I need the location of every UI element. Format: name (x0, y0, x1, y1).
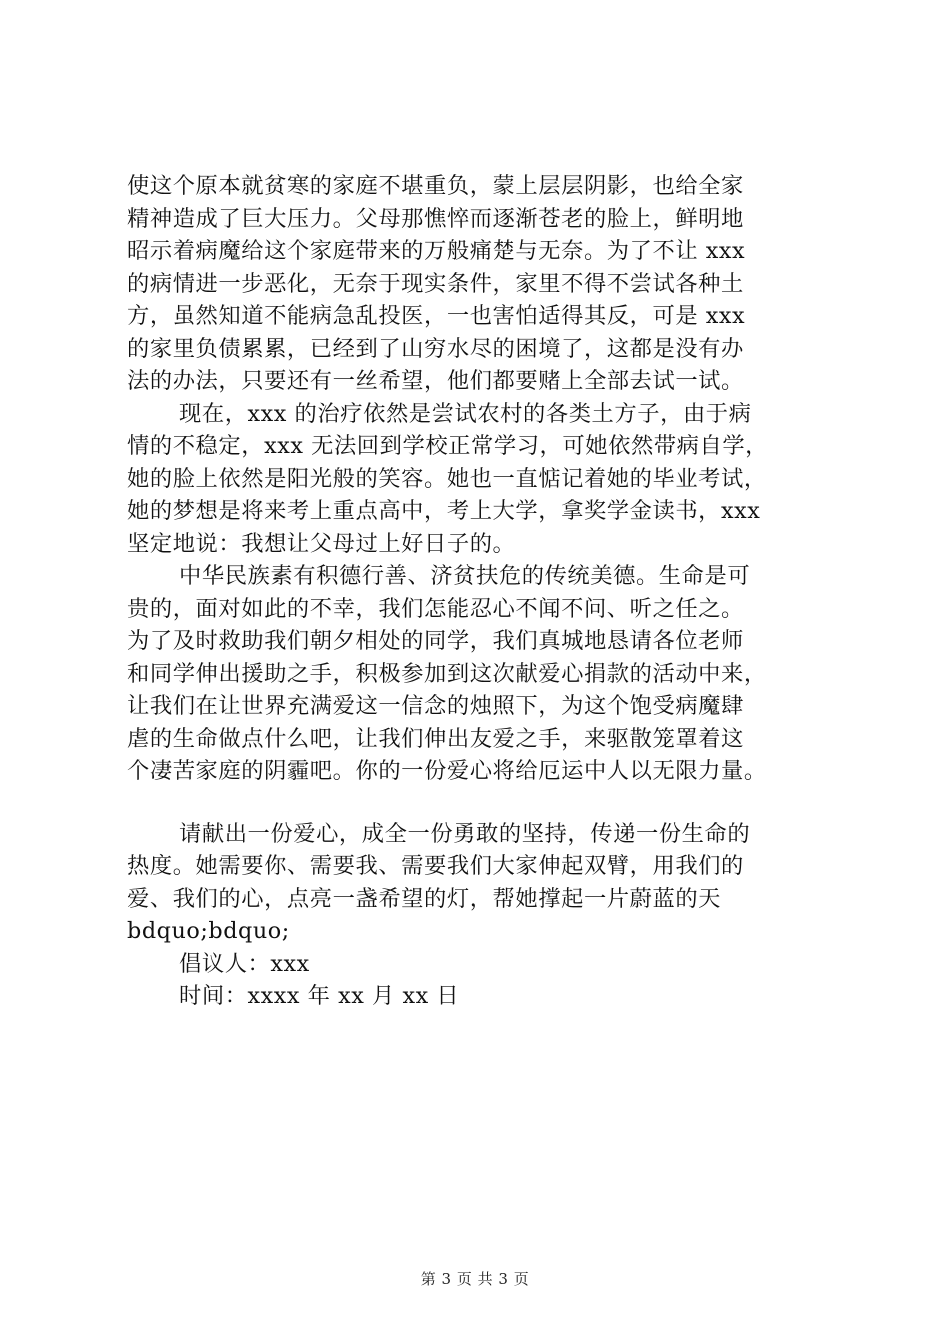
text-line: 中华民族素有积德行善、济贫扶危的传统美德。生命是可 (179, 563, 751, 589)
proposer-line: 倡议人：xxx (179, 950, 310, 977)
paragraph-gap (127, 788, 852, 818)
text-line: 爱、我们的心，点亮一盏希望的灯，帮她撑起一片蔚蓝的天 (127, 885, 722, 912)
text-line: 她的脸上依然是阳光般的笑容。她也一直惦记着她的毕业考试， (127, 465, 767, 492)
text-line: 个凄苦家庭的阴霾吧。你的一份爱心将给厄运中人以无限力量。 (127, 758, 767, 784)
text-line: 昭示着病魔给这个家庭带来的万般痛楚与无奈。为了不让 xxx (127, 238, 746, 264)
text-line: 和同学伸出援助之手，积极参加到这次献爱心捐款的活动中来， (127, 660, 767, 687)
document-body (127, 170, 852, 1013)
paragraph-2 (127, 398, 852, 561)
paragraph-1 (127, 170, 852, 398)
text-line: 热度。她需要你、需要我、需要我们大家伸起双臂，用我们的 (127, 853, 744, 879)
text-line: 方，虽然知道不能病急乱投医，一也害怕适得其反，可是 xxx (127, 303, 746, 329)
text-line: 虐的生命做点什么吧，让我们伸出友爱之手，来驱散笼罩着这 (127, 725, 744, 752)
text-line: 请献出一份爱心，成全一份勇敢的坚持，传递一份生命的 (179, 820, 751, 847)
text-line: 让我们在让世界充满爱这一信念的烛照下，为这个饱受病魔肆 (127, 693, 744, 719)
text-line: 坚定地说：我想让父母过上好日子的。 (127, 530, 516, 557)
text-line: 她的梦想是将来考上重点高中，考上大学，拿奖学金读书，xxx (127, 498, 761, 524)
date-line: 时间：xxxx 年 xx 月 xx 日 (179, 983, 460, 1009)
text-line: 的病情进一步恶化，无奈于现实条件，家里不得不尝试各种土 (127, 270, 744, 297)
text-line: 现在，xxx 的治疗依然是尝试农村的各类土方子，由于病 (179, 400, 752, 427)
text-line: 情的不稳定，xxx 无法回到学校正常学习，可她依然带病自学， (127, 433, 769, 459)
text-line: 精神造成了巨大压力。父母那憔悴而逐渐苍老的脸上，鲜明地 (127, 205, 744, 232)
text-line: bdquo;bdquo; (127, 918, 290, 944)
text-line: 的家里负债累累，已经到了山穷水尽的困境了，这都是没有办 (127, 335, 744, 362)
text-line: 使这个原本就贫寒的家庭不堪重负，蒙上层层阴影，也给全家 (127, 173, 744, 199)
paragraph-3 (127, 560, 852, 788)
text-line: 贵的，面对如此的不幸，我们怎能忍心不闻不问、听之任之。 (127, 595, 744, 622)
text-line: 为了及时救助我们朝夕相处的同学，我们真城地恳请各位老师 (127, 628, 744, 654)
signature-block (127, 948, 852, 1013)
page-footer: 第 3 页 共 3 页 (420, 1270, 530, 1288)
text-line: 法的办法，只要还有一丝希望，他们都要赌上全部去试一试。 (127, 368, 744, 394)
paragraph-4 (127, 818, 852, 948)
